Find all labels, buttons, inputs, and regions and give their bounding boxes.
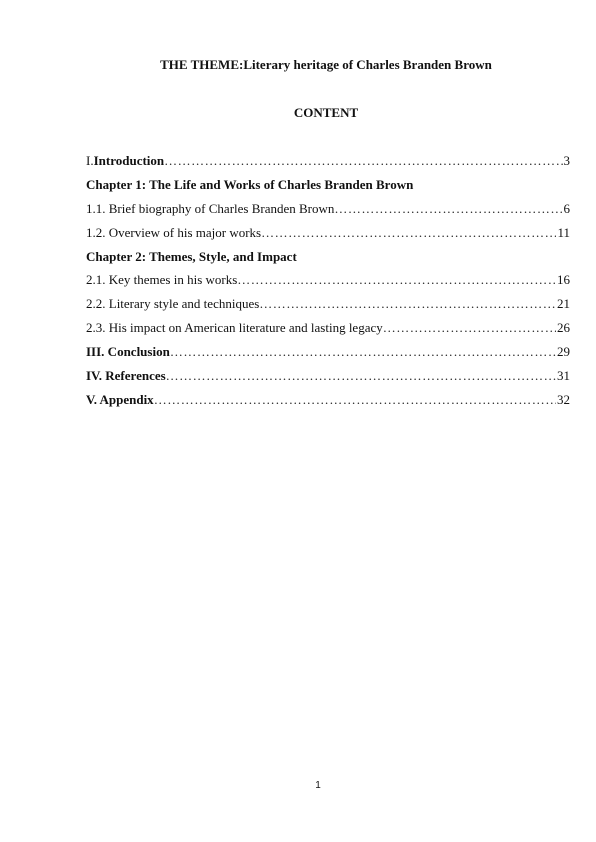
toc-entry-label: 1.1. Brief biography of Charles Branden Brown — [86, 200, 335, 216]
toc-entry-appendix — [86, 392, 570, 416]
toc-entry-label: Introduction — [93, 153, 165, 168]
toc-leader-dots — [237, 272, 556, 288]
toc-entry-page: 29 — [557, 344, 570, 360]
toc-entry-label: 2.1. Key themes in his works — [86, 272, 238, 288]
toc-entry-introduction — [86, 153, 570, 177]
toc-entry-label: IV. References — [86, 368, 166, 384]
toc-chapter-2-heading: Chapter 2: Themes, Style, and Impact — [86, 248, 297, 264]
toc-leader-dots — [166, 368, 556, 384]
page-number: 1 — [315, 780, 321, 791]
toc-entry-page: 21 — [557, 296, 570, 312]
toc-entry-page: 31 — [557, 368, 570, 384]
toc-entry-prefix: I. — [86, 153, 94, 168]
toc-entry-page: 26 — [557, 320, 570, 336]
toc-entry-label: V. Appendix — [86, 391, 154, 407]
table-of-contents — [86, 153, 570, 416]
toc-entry-1-2 — [86, 225, 570, 249]
toc-entry-2-1 — [86, 272, 570, 296]
toc-entry-conclusion — [86, 344, 570, 368]
toc-leader-dots — [383, 320, 556, 336]
toc-entry-page: 3 — [563, 153, 570, 168]
toc-leader-dots — [170, 344, 556, 360]
toc-leader-dots — [164, 153, 562, 169]
toc-entry-label: III. Conclusion — [86, 344, 170, 360]
toc-chapter-1-heading: Chapter 1: The Life and Works of Charles Branden Brown — [86, 176, 414, 192]
toc-entry-label: 2.3. His impact on American literature and lasting legacy — [86, 320, 383, 336]
toc-entry-label: 1.2. Overview of his major works — [86, 224, 262, 240]
toc-leader-dots — [261, 225, 556, 241]
toc-leader-dots — [154, 392, 556, 408]
content-heading: CONTENT — [293, 105, 359, 120]
toc-leader-dots — [334, 201, 562, 217]
toc-entry-page: 16 — [557, 272, 570, 288]
toc-entry-page: 32 — [557, 391, 570, 407]
toc-entry-page: 6 — [563, 200, 570, 216]
toc-entry-2-2 — [86, 296, 570, 320]
toc-leader-dots — [259, 296, 556, 312]
toc-entry-references — [86, 368, 570, 392]
toc-entry-page: 11 — [557, 224, 570, 240]
toc-entry-1-1 — [86, 201, 570, 225]
toc-entry-2-3 — [86, 320, 570, 344]
document-title: THE THEME:Literary heritage of Charles Branden Brown — [160, 57, 492, 72]
toc-entry-label: 2.2. Literary style and techniques — [86, 296, 260, 312]
